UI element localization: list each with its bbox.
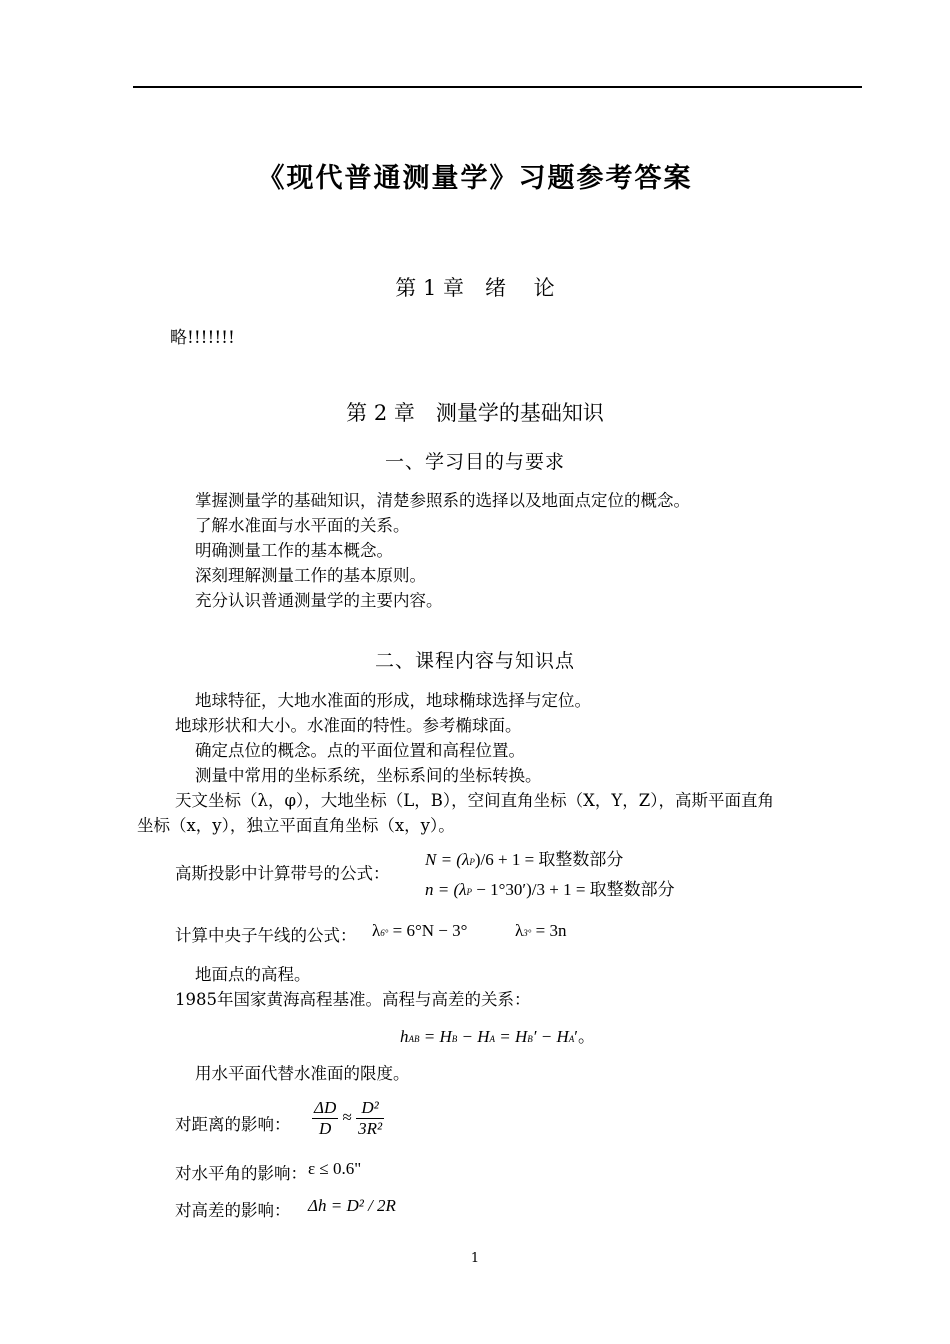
meridian-6deg-lambda: λ (372, 921, 381, 940)
central-meridian-formula-3deg (515, 921, 566, 941)
elevation-line: 地面点的高程。 (195, 965, 311, 984)
hdiff-sub-a1: A (489, 1034, 495, 1044)
document-title: 《现代普通测量学》习题参考答案 (257, 163, 693, 194)
section1-heading: 一、学习目的与要求 (384, 451, 565, 473)
central-meridian-formula-6deg (372, 921, 467, 941)
section1-item: 充分认识普通测量学的主要内容。 (195, 591, 443, 610)
coordinate-systems-line-1: 天文坐标（λ，φ），大地坐标（L，B），空间直角坐标（X，Y，Z），高斯平面直角 (175, 791, 774, 810)
hdiff-h: h (400, 1027, 409, 1046)
hdiff-sub-b2: B (527, 1034, 533, 1044)
hdiff-minus1: − H (457, 1027, 490, 1046)
distance-den2: 3R² (358, 1119, 383, 1138)
zone-formula-6deg-right: )/6 + 1 = 取整数部分 (474, 850, 624, 869)
header-rule (133, 86, 862, 88)
section2-line: 测量中常用的坐标系统，坐标系间的坐标转换。 (195, 766, 542, 785)
distance-num2: D² (356, 1098, 384, 1119)
section1-item: 深刻理解测量工作的基本原则。 (195, 566, 426, 585)
coordinate-systems-line-2: 坐标（x，y），独立平面直角坐标（x，y）。 (137, 816, 455, 835)
section2-line: 确定点位的概念。点的平面位置和高程位置。 (195, 741, 525, 760)
height-effect-label: 对高差的影响： (175, 1201, 291, 1220)
height-effect-formula: Δh = D² / 2R (308, 1196, 396, 1215)
hdiff-sub-a2: A (568, 1034, 575, 1044)
distance-fraction-left (312, 1098, 338, 1139)
page-number: 1 (470, 1251, 480, 1266)
hdiff-eq1: = H (419, 1027, 452, 1046)
distance-den: D (318, 1119, 332, 1138)
hdiff-end: ′。 (574, 1027, 595, 1046)
hdiff-sub-ab: AB (408, 1034, 420, 1044)
hdiff-prime: ′ − H (532, 1027, 569, 1046)
section1-item: 了解水准面与水平面的关系。 (195, 516, 410, 535)
hdiff-eq2: = H (495, 1027, 528, 1046)
distance-num: ΔD (314, 1098, 337, 1117)
angle-effect-formula: ε ≤ 0.6" (308, 1159, 362, 1178)
central-meridian-label: 计算中央子午线的公式： (175, 926, 357, 945)
section1-item: 明确测量工作的基本概念。 (195, 541, 393, 560)
zone-formula-3deg (425, 875, 675, 900)
chapter1-title: 第 1 章 绪 论 (395, 276, 555, 300)
meridian-3deg-rest: = 3n (531, 921, 567, 940)
hdiff-sub-b1: B (451, 1034, 458, 1044)
approx-sign: ≈ (342, 1107, 352, 1127)
height-difference-formula (400, 1022, 595, 1047)
limit-line: 用水平面代替水准面的限度。 (195, 1064, 410, 1083)
zone-formula-3deg-left: n = (λ (425, 880, 467, 899)
zone-formula-6deg-sub: P (469, 857, 475, 867)
zone-formula-3deg-sub: P (466, 887, 472, 897)
chapter2-title: 第 2 章 测量学的基础知识 (346, 401, 604, 425)
meridian-6deg-sub: 6° (380, 928, 389, 938)
zone-formula-6deg (425, 845, 623, 870)
angle-effect-label: 对水平角的影响： (175, 1164, 307, 1183)
distance-effect-label: 对距离的影响： (175, 1115, 291, 1134)
section2-line: 地球特征，大地水准面的形成，地球椭球选择与定位。 (195, 691, 591, 710)
section2-line: 地球形状和大小。水准面的特性。参考椭球面。 (175, 716, 522, 735)
zone-number-label: 高斯投影中计算带号的公式： (175, 864, 390, 883)
zone-formula-3deg-right: − 1°30′)/3 + 1 = 取整数部分 (472, 880, 675, 899)
meridian-3deg-lambda: λ (515, 921, 524, 940)
chapter1-body: 略!!!!!!! (170, 328, 235, 348)
meridian-6deg-rest: = 6°N − 3° (388, 921, 468, 940)
distance-effect-formula (312, 1098, 384, 1139)
meridian-3deg-sub: 3° (523, 928, 532, 938)
section1-item: 掌握测量学的基础知识，清楚参照系的选择以及地面点定位的概念。 (195, 491, 690, 510)
datum-line: 1985年国家黄海高程基准。高程与高差的关系： (175, 990, 531, 1009)
section2-heading: 二、课程内容与知识点 (374, 650, 575, 672)
distance-fraction-right (356, 1098, 384, 1139)
zone-formula-6deg-left: N = (λ (425, 850, 470, 869)
